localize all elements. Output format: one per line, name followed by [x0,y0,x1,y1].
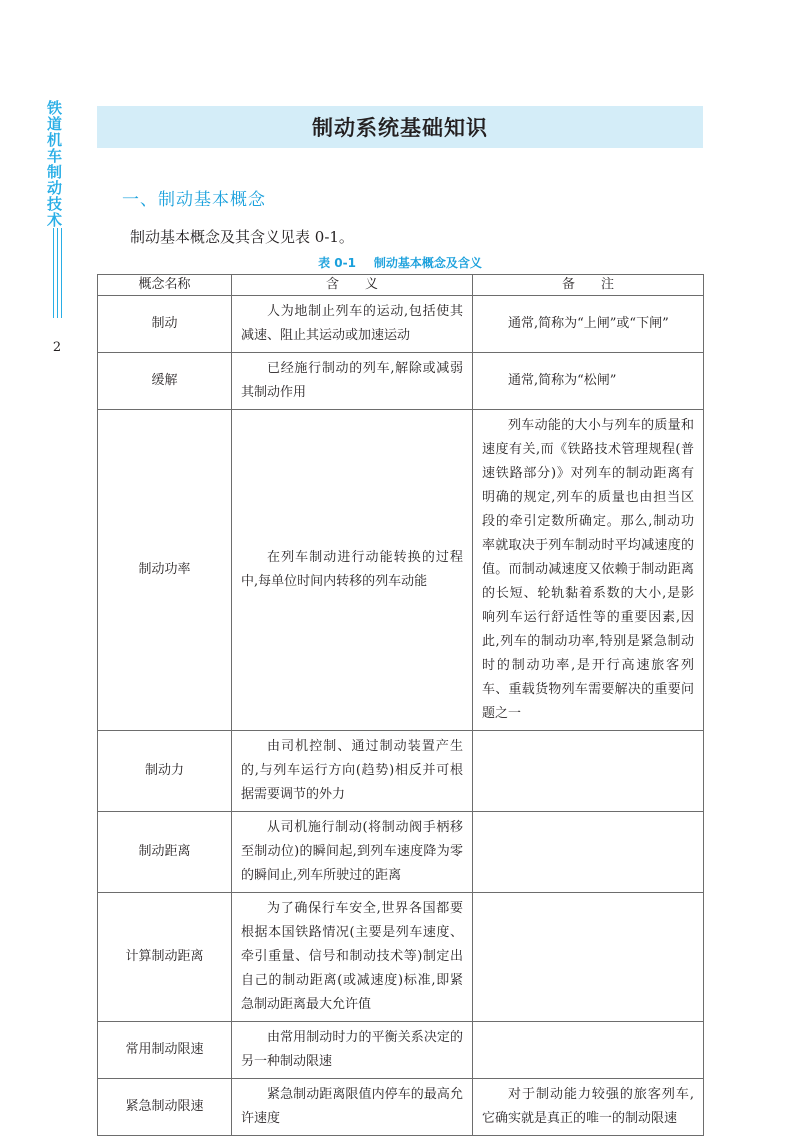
concept-meaning: 由常用制动时力的平衡关系决定的另一种制动限速 [232,1022,473,1079]
concept-note: 通常,简称为“上闸”或“下闸” [473,296,704,353]
table-row [98,893,704,1022]
concept-meaning: 从司机施行制动(将制动阀手柄移至制动位)的瞬间起,到列车速度降为零的瞬间止,列车所驶过的距离 [232,812,473,893]
table-header-row [98,275,704,296]
table-caption-title: 制动基本概念及含义 [373,256,482,270]
concept-name: 缓解 [98,353,232,410]
concepts-table [97,274,704,1136]
concept-meaning: 人为地制止列车的运动,包括使其减速、阻止其运动或加速运动 [232,296,473,353]
header-concept-name: 概念名称 [98,275,232,296]
concept-meaning: 已经施行制动的列车,解除或减弱其制动作用 [232,353,473,410]
concept-name: 制动力 [98,731,232,812]
sidebar-rule [53,228,54,318]
section-heading: 一、制动基本概念 [122,190,266,210]
concept-meaning: 为了确保行车安全,世界各国都要根据本国铁路情况(主要是列车速度、牵引重量、信号和制动技术等)制定出自己的制动距离(或减速度)标准,即紧急制动距离最大允许值 [232,893,473,1022]
page-number: 2 [52,340,62,355]
concept-note: 通常,简称为“松闸” [473,353,704,410]
table-row [98,296,704,353]
intro-paragraph: 制动基本概念及其含义见表 0-1。 [130,228,354,246]
sidebar-rule [61,228,62,318]
table-row [98,1022,704,1079]
table-row [98,731,704,812]
table-row [98,410,704,731]
concept-meaning: 在列车制动进行动能转换的过程中,每单位时间内转移的列车动能 [232,410,473,731]
sidebar-rule [57,228,58,318]
header-meaning: 含 义 [232,275,473,296]
book-title: 铁道机车制动技术 [45,100,63,228]
chapter-title-band [97,106,703,148]
chapter-title: 制动系统基础知识 [312,116,488,140]
table-caption [97,254,703,271]
concept-note [473,893,704,1022]
table-row [98,812,704,893]
concept-name: 制动距离 [98,812,232,893]
concept-name: 计算制动距离 [98,893,232,1022]
concept-note [473,812,704,893]
table-row [98,353,704,410]
concept-note [473,1022,704,1079]
concept-note: 对于制动能力较强的旅客列车,它确实就是真正的唯一的制动限速 [473,1079,704,1136]
concept-note [473,731,704,812]
header-remarks: 备 注 [473,275,704,296]
concept-meaning: 紧急制动距离限值内停车的最高允许速度 [232,1079,473,1136]
concept-name: 制动功率 [98,410,232,731]
table-caption-number: 表 0-1 [318,256,356,270]
concept-name: 常用制动限速 [98,1022,232,1079]
concept-meaning: 由司机控制、通过制动装置产生的,与列车运行方向(趋势)相反并可根据需要调节的外力 [232,731,473,812]
concept-note: 列车动能的大小与列车的质量和速度有关,而《铁路技术管理规程(普速铁路部分)》对列车的制动距离有明确的规定,列车的质量也由担当区段的牵引定数所确定。那么,制动功率就取决于列车制动时平均减速度的值。而制动减速度又依赖于制动距离的长短、轮轨黏着系数的大小,是影响列车运行舒适性等的重要因素,因此,列车的制动功率,特别是紧急制动时的制动功率,是开行高速旅客列车、重载货物列车需要解决的重要问题之一 [473,410,704,731]
concept-name: 制动 [98,296,232,353]
concept-name: 紧急制动限速 [98,1079,232,1136]
table-row [98,1079,704,1136]
